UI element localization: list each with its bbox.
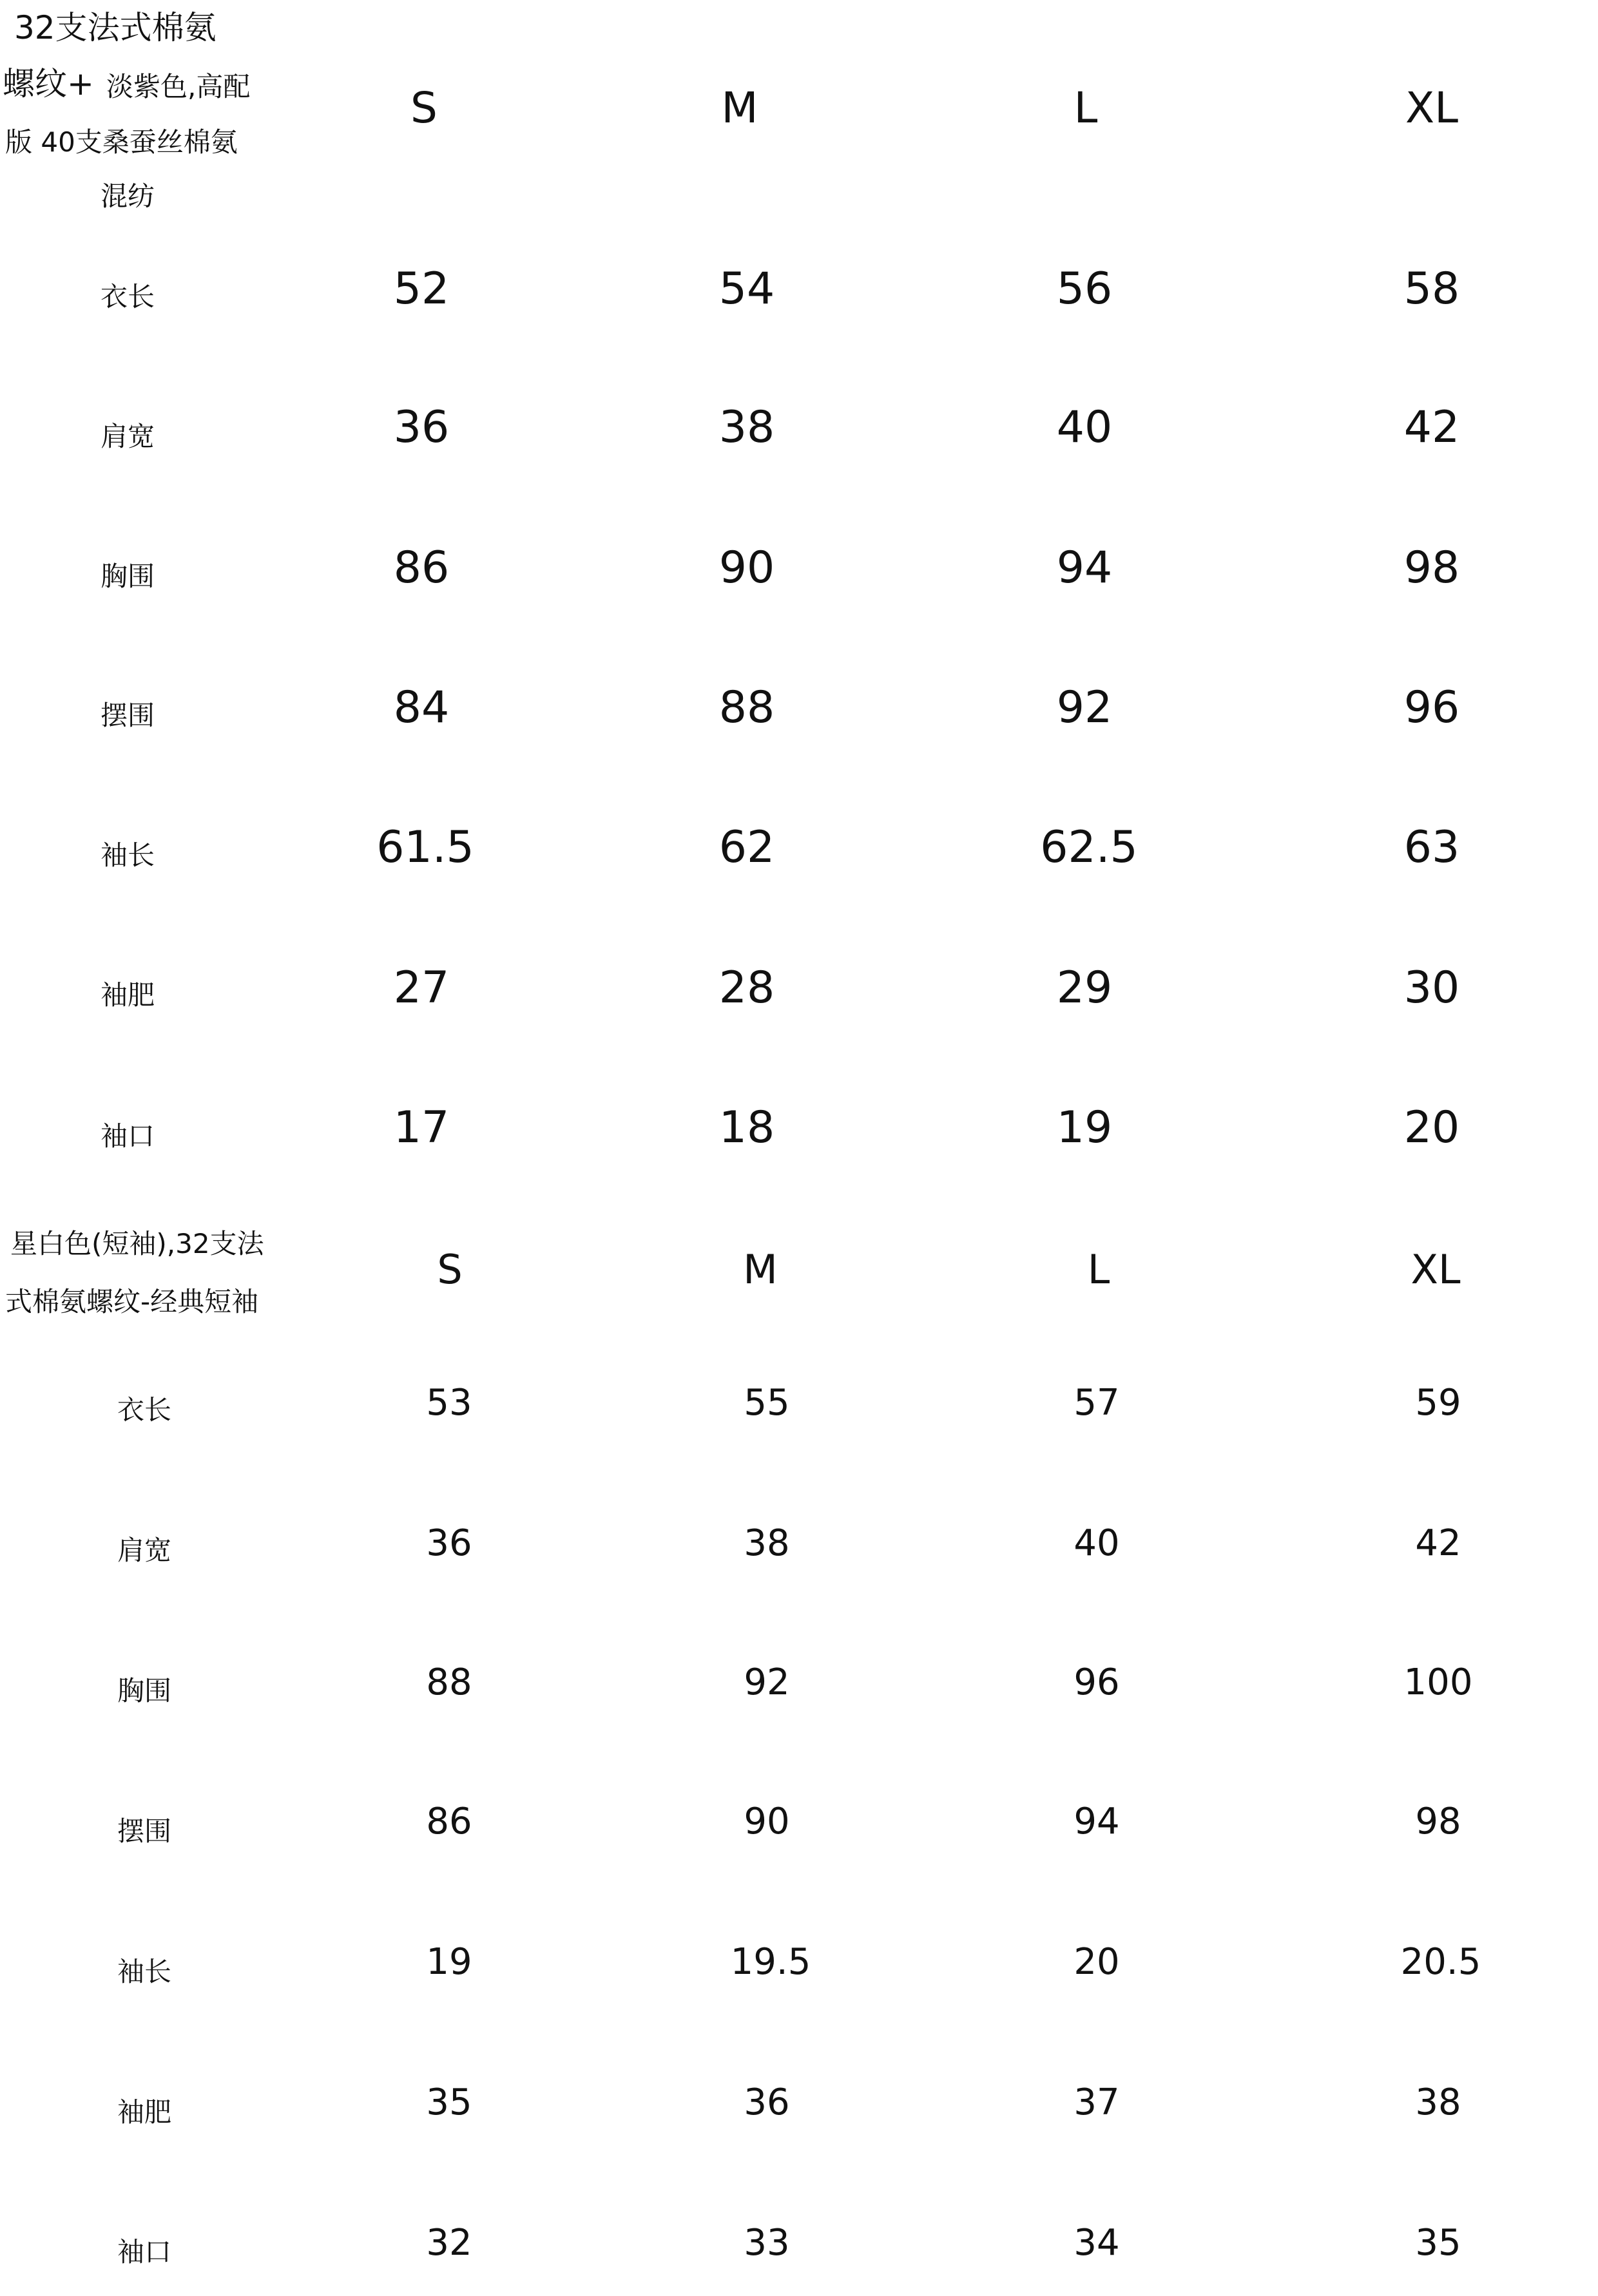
- table2-cell: 36: [426, 1522, 472, 1564]
- table2-cell: 90: [744, 1801, 790, 1842]
- table1-title-line-1: 32支法式棉氨: [14, 9, 217, 46]
- table1-cell: 90: [718, 542, 775, 593]
- table2-cell: 53: [426, 1382, 472, 1424]
- table1-cell: 96: [1403, 682, 1460, 733]
- table2-cell: 94: [1073, 1801, 1120, 1842]
- table1-cell: 54: [718, 263, 775, 314]
- table1-cell: 40: [1056, 402, 1113, 453]
- table1-cell: 86: [393, 542, 450, 593]
- table1-size-header-xl: XL: [1405, 83, 1458, 133]
- table1-cell: 30: [1403, 962, 1460, 1013]
- table1-cell: 19: [1056, 1102, 1113, 1153]
- table2-cell: 38: [744, 1522, 790, 1564]
- table1-cell: 42: [1403, 402, 1460, 453]
- table2-cell: 35: [426, 2081, 472, 2123]
- table1-row-label: 衣长: [101, 281, 155, 312]
- table2-cell: 40: [1073, 1522, 1120, 1564]
- table2-cell: 55: [744, 1382, 790, 1424]
- table1-row-label: 摆围: [101, 700, 155, 731]
- table1-title-line-5: 混纺: [101, 180, 155, 212]
- table2-cell: 19.5: [730, 1941, 811, 1983]
- table2-cell: 59: [1415, 1382, 1461, 1424]
- table1-cell: 56: [1056, 263, 1113, 314]
- table2-row-label: 袖肥: [117, 2096, 172, 2128]
- table1-cell: 63: [1403, 822, 1460, 873]
- table1-cell: 20: [1403, 1102, 1460, 1153]
- table2-cell: 20: [1073, 1941, 1120, 1983]
- table1-row-label: 袖长: [101, 839, 155, 871]
- table2-cell: 96: [1073, 1661, 1120, 1703]
- table2-cell: 92: [744, 1661, 790, 1703]
- table1-cell: 58: [1403, 263, 1460, 314]
- table1-cell: 18: [718, 1102, 775, 1153]
- table1-cell: 84: [393, 682, 450, 733]
- table2-row-label: 衣长: [117, 1394, 172, 1426]
- table2-cell: 34: [1073, 2222, 1120, 2264]
- table1-cell: 62: [718, 822, 775, 873]
- table2-size-header-l: L: [1087, 1246, 1110, 1293]
- table2-size-header-s: S: [437, 1246, 463, 1293]
- table1-row-label: 袖肥: [101, 979, 155, 1011]
- table2-row-label: 袖口: [117, 2236, 172, 2268]
- table1-cell: 52: [393, 263, 450, 314]
- table2-row-label: 摆围: [117, 1815, 172, 1847]
- table2-cell: 86: [426, 1801, 472, 1842]
- table1-cell: 88: [718, 682, 775, 733]
- table1-title-line-2: 螺纹+: [3, 65, 94, 102]
- table1-cell: 92: [1056, 682, 1113, 733]
- table2-cell: 35: [1415, 2222, 1461, 2264]
- table2-cell: 19: [426, 1941, 472, 1983]
- table1-title-line-3: 淡紫色,高配: [106, 71, 251, 102]
- table2-size-header-xl: XL: [1410, 1246, 1461, 1293]
- table2-cell: 33: [744, 2222, 790, 2264]
- table2-cell: 37: [1073, 2081, 1120, 2123]
- table2-row-label: 胸围: [117, 1675, 172, 1707]
- table1-size-header-s: S: [410, 83, 438, 133]
- table1-size-header-l: L: [1073, 83, 1098, 133]
- table2-row-label: 肩宽: [117, 1535, 172, 1566]
- table1-cell: 94: [1056, 542, 1113, 593]
- table1-size-header-m: M: [721, 83, 758, 133]
- table2-cell: 42: [1415, 1522, 1461, 1564]
- table2-cell: 57: [1073, 1382, 1120, 1424]
- table2-title-line-1: 星白色(短袖),32支法: [10, 1228, 264, 1259]
- table2-cell: 20.5: [1400, 1941, 1481, 1983]
- table2-title-line-2: 式棉氨螺纹-经典短袖: [5, 1286, 259, 1317]
- table2-cell: 38: [1415, 2081, 1461, 2123]
- table2-cell: 100: [1403, 1661, 1473, 1703]
- table1-cell: 61.5: [376, 822, 474, 873]
- table2-cell: 32: [426, 2222, 472, 2264]
- table1-row-label: 肩宽: [101, 421, 155, 452]
- table1-cell: 38: [718, 402, 775, 453]
- table1-title-line-4: 版 40支桑蚕丝棉氨: [5, 126, 238, 158]
- table1-cell: 27: [393, 962, 450, 1013]
- table1-cell: 29: [1056, 962, 1113, 1013]
- table2-size-header-m: M: [743, 1246, 778, 1293]
- table1-cell: 98: [1403, 542, 1460, 593]
- table1-cell: 17: [393, 1102, 450, 1153]
- table1-row-label: 袖口: [101, 1120, 155, 1152]
- table2-cell: 98: [1415, 1801, 1461, 1842]
- table2-cell: 88: [426, 1661, 472, 1703]
- table2-cell: 36: [744, 2081, 790, 2123]
- table2-row-label: 袖长: [117, 1956, 172, 1987]
- table1-cell: 28: [718, 962, 775, 1013]
- table1-cell: 62.5: [1040, 822, 1138, 873]
- table1-cell: 36: [393, 402, 450, 453]
- table1-row-label: 胸围: [101, 560, 155, 592]
